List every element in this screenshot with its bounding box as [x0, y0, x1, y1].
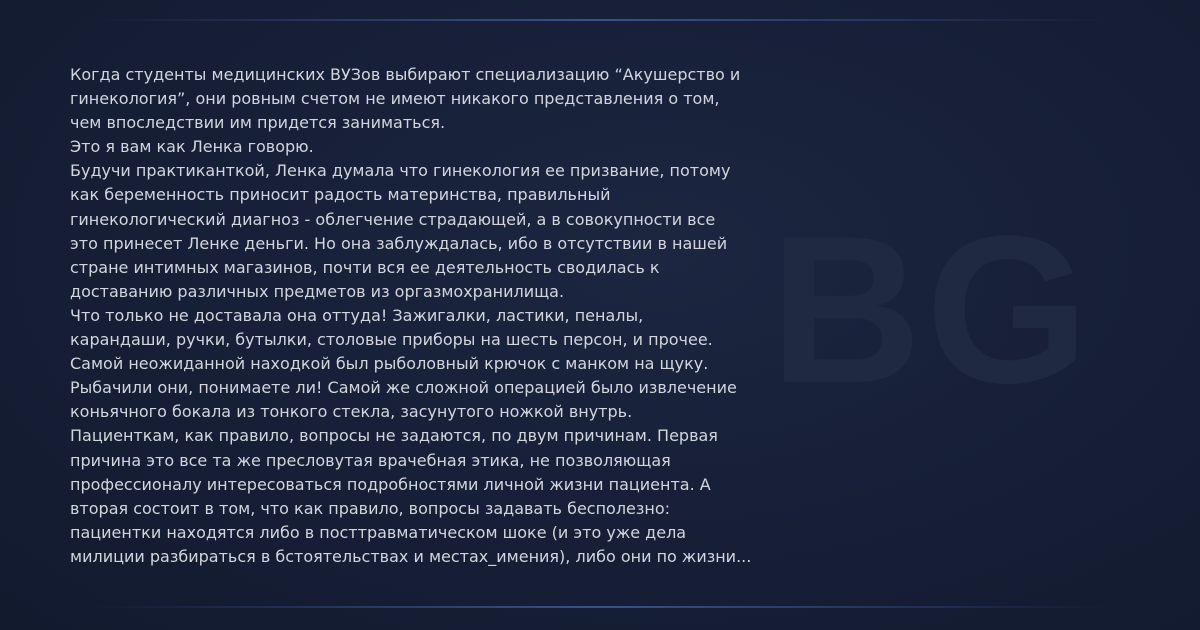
top-divider: [90, 19, 1110, 21]
article-excerpt: [70, 63, 750, 569]
text-line: Пациенткам, как правило, вопросы не задаются, по двум причинам. Первая: [70, 426, 718, 446]
text-line: карандаши, ручки, бутылки, столовые приборы на шесть персон, и прочее.: [70, 330, 713, 350]
text-line: доставанию различных предметов из оргазмохранилища.: [70, 281, 565, 301]
text-line: гинекология”, они ровным счетом не имеют никакого представления о том,: [70, 89, 720, 109]
text-line: стране интимных магазинов, почти вся ее деятельность сводилась к: [70, 257, 660, 277]
text-line: Это я вам как Ленка говорю.: [70, 137, 314, 157]
bottom-divider: [90, 606, 1110, 608]
text-line: Будучи практиканткой, Ленка думала что гинекология ее призвание, потому: [70, 161, 731, 181]
text-line: Рыбачили они, понимаете ли! Самой же сложной операцией было извлечение: [70, 378, 737, 398]
text-line: пациентки находятся либо в посттравматическом шоке (и это уже дела: [70, 522, 687, 542]
text-line: это принесет Ленке деньги. Но она заблуждалась, ибо в отсутствии в нашей: [70, 233, 728, 253]
text-line: милиции разбираться в бстоятельствах и местах_имения), либо они по жизни...: [70, 546, 752, 566]
text-line: Что только не доставала она оттуда! Зажигалки, ластики, пеналы,: [70, 305, 644, 325]
text-line: коньячного бокала из тонкого стекла, засунутого ножкой внутрь.: [70, 402, 633, 422]
text-line: гинекологический диагноз - облегчение страдающей, а в совокупности все: [70, 209, 716, 229]
text-line: Когда студенты медицинских ВУЗов выбирают специализацию “Акушерство и: [70, 65, 741, 84]
text-line: причина это все та же пресловутая врачебная этика, не позволяющая: [70, 450, 671, 470]
text-line: как беременность приносит радость материнства, правильный: [70, 185, 611, 205]
text-line: профессионалу интересоваться подробностями личной жизни пациента. А: [70, 474, 711, 494]
watermark-logo: BG: [770, 192, 1093, 427]
text-line: вторая состоит в том, что как правило, вопросы задавать бесполезно:: [70, 498, 671, 518]
text-line: Самой неожиданной находкой был рыболовный крючок с манком на щуку.: [70, 354, 709, 374]
text-line: чем впоследствии им придется заниматься.: [70, 113, 446, 133]
